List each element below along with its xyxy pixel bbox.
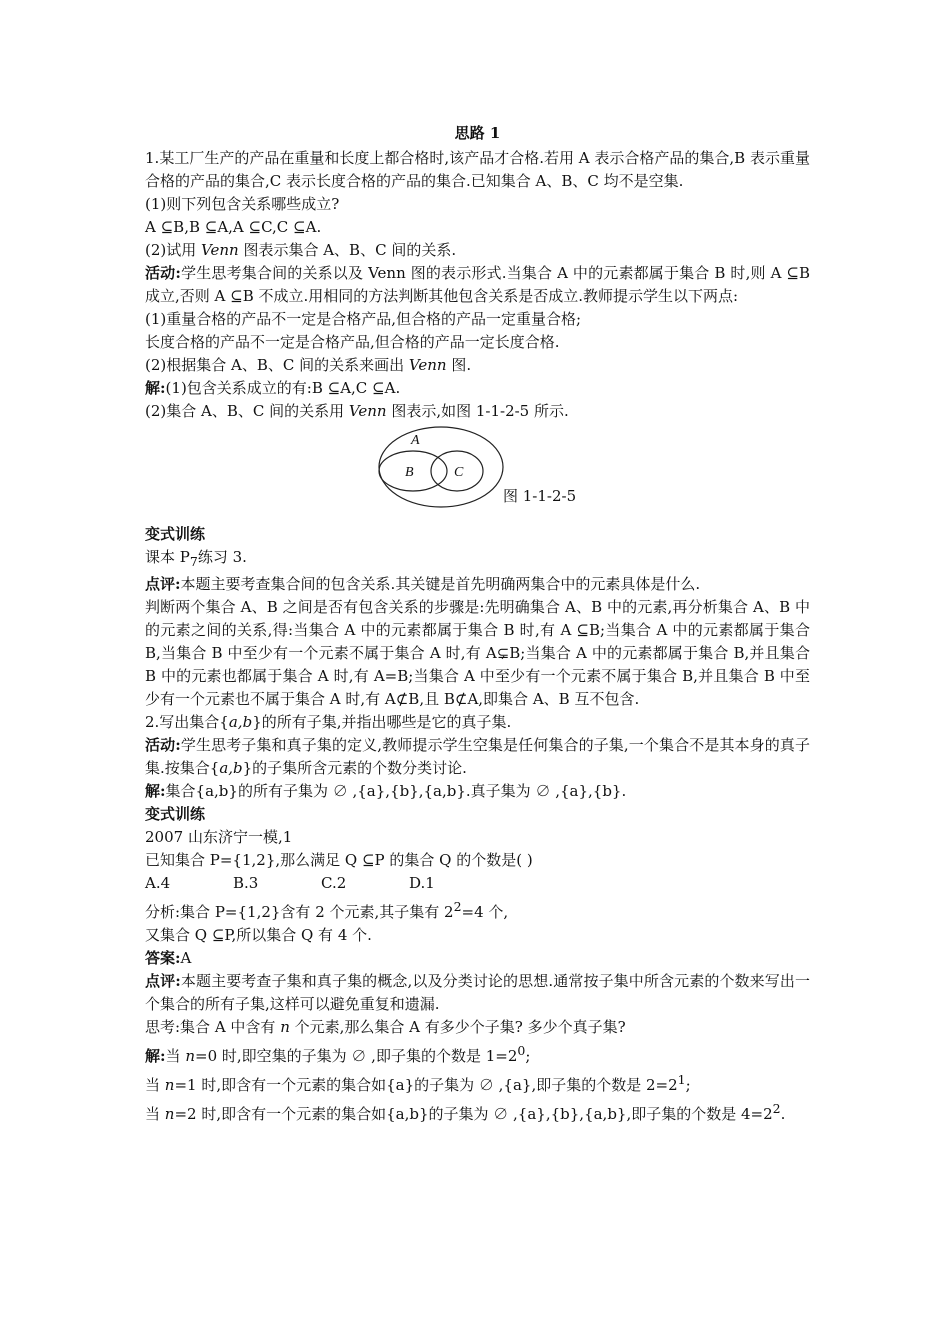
sol1-pre: 当 bbox=[145, 1076, 165, 1094]
q1-relations: A ⊆B,B ⊆A,A ⊆C,C ⊆A. bbox=[145, 218, 322, 236]
analysis1-pre: 分析:集合 P={1,2}含有 2 个元素,其子集有 2 bbox=[145, 903, 454, 921]
source-subscript: 7 bbox=[189, 554, 198, 569]
option-a: A.4 bbox=[145, 874, 171, 892]
set-a-ellipse bbox=[379, 427, 503, 507]
q1-part2-pre: (2)试用 bbox=[145, 241, 202, 259]
q1-solution1 bbox=[145, 377, 810, 400]
comment-label: 点评: bbox=[145, 972, 181, 990]
q1-part2-post: 图表示集合 A、B、C 间的关系. bbox=[238, 241, 457, 259]
answer-options bbox=[145, 872, 810, 895]
q2-activity-pre: 学生思考子集和真子集的定义,教师提示学生空集是任何集合的子集,一个集合不是其本身的真子集.按集合{ bbox=[145, 736, 810, 777]
document-page bbox=[145, 122, 810, 1126]
analysis1-sup: 2 bbox=[453, 899, 462, 914]
q1-hint2 bbox=[145, 354, 810, 377]
solution1-text: (1)包含关系成立的有:B ⊆A,C ⊆A. bbox=[165, 379, 401, 397]
q1-part2 bbox=[145, 239, 810, 262]
answer-label: 答案: bbox=[145, 949, 181, 967]
sol2-sup: 2 bbox=[772, 1101, 781, 1116]
hint2-post: 图. bbox=[446, 356, 472, 374]
q1-stem: 1.某工厂生产的产品在重量和长度上都合格时,该产品才合格.若用 A 表示合格产品的集合,B 表示重量合格的产品的集合,C 表示长度合格的产品的集合.已知集合 A、B、C 均不是空集. bbox=[145, 149, 810, 190]
variant1-comment bbox=[145, 573, 810, 596]
option-c: C.2 bbox=[321, 874, 347, 892]
solution2-pre: (2)集合 A、B、C 间的关系用 bbox=[145, 402, 349, 420]
variant2-comment bbox=[145, 970, 810, 1016]
sol1-end: ; bbox=[685, 1076, 691, 1094]
answer-value: A bbox=[180, 949, 192, 967]
solution2-post: 图表示,如图 1-1-2-5 所示. bbox=[386, 402, 569, 420]
sol0-pre: 当 bbox=[165, 1047, 186, 1065]
sol1-sup: 1 bbox=[677, 1072, 686, 1087]
q2-stem-post: }的所有子集,并指出哪些是它的真子集. bbox=[252, 713, 512, 731]
analysis1-post: =4 个, bbox=[461, 903, 509, 921]
solution-label: 解: bbox=[145, 1047, 166, 1065]
venn-diagram bbox=[377, 425, 507, 511]
q2-solution-text: 集合{a,b}的所有子集为 ∅ ,{a},{b},{a,b}.真子集为 ∅ ,{a},{b}. bbox=[165, 782, 627, 800]
q2-stem bbox=[145, 711, 810, 734]
sol-n1 bbox=[145, 1068, 810, 1097]
variant2-heading: 变式训练 bbox=[145, 805, 206, 823]
sol2-end: . bbox=[780, 1105, 786, 1123]
think-post: 个元素,那么集合 A 有多少个子集? 多少个真子集? bbox=[289, 1018, 626, 1036]
sol1-mid: =1 时,即含有一个元素的集合如{a}的子集为 ∅ ,{a},即子集的个数是 2=2 bbox=[174, 1076, 678, 1094]
q2-activity-var: a,b bbox=[219, 759, 243, 777]
solution-label: 解: bbox=[145, 782, 166, 800]
q1-activity bbox=[145, 262, 810, 308]
solution-label: 解: bbox=[145, 379, 166, 397]
venn-figure bbox=[145, 425, 810, 513]
page-title: 思路 1 bbox=[454, 124, 501, 142]
activity-label: 活动: bbox=[145, 264, 181, 282]
variant2-question: 已知集合 P={1,2},那么满足 Q ⊆P 的集合 Q 的个数是( ) bbox=[145, 851, 533, 869]
think-pre: 思考:集合 A 中含有 bbox=[145, 1018, 281, 1036]
activity-text: 学生思考集合间的关系以及 Venn 图的表示形式.当集合 A 中的元素都属于集合 B 时,则 A ⊆B 成立,否则 A ⊆B 不成立.用相同的方法判断其他包含关系是否成立.教师提示学生以下两点: bbox=[145, 264, 810, 305]
n-var: n bbox=[164, 1076, 175, 1094]
hint2-pre: (2)根据集合 A、B、C 间的关系来画出 bbox=[145, 356, 409, 374]
sol-n0 bbox=[145, 1039, 810, 1068]
variant2-source: 2007 山东济宁一模,1 bbox=[145, 828, 293, 846]
venn-word: Venn bbox=[408, 356, 447, 374]
sol0-mid: =0 时,即空集的子集为 ∅ ,即子集的个数是 1=2 bbox=[195, 1047, 518, 1065]
variant1-method: 判断两个集合 A、B 之间是否有包含关系的步骤是:先明确集合 A、B 中的元素,再分析集合 A、B 中的元素之间的关系,得:当集合 A 中的元素都属于集合 B 时,有 A ⊆B;当集合 A 中的元素都属于集合 B,当集合 B 中至少有一个元素不属于集合 A 时,有 A⊊B;当集合 A 中的元素都属于集合 B,并且集合 B 中的元素也都属于集合 A 时,有 A=B;当集合 A 中至少有一个元素不属于集合 B,并且集合 B 中至少有一个元素也不属于集合 A 时,有 A⊄B,且 B⊄A,即集合 A、B 互不包含. bbox=[145, 598, 810, 708]
set-c-label: C bbox=[454, 465, 464, 480]
think-question bbox=[145, 1016, 810, 1039]
q1-solution2 bbox=[145, 400, 810, 423]
sol0-end: ; bbox=[525, 1047, 531, 1065]
q2-stem-pre: 2.写出集合{ bbox=[145, 713, 229, 731]
comment-text: 本题主要考查集合间的包含关系.其关键是首先明确两集合中的元素具体是什么. bbox=[180, 575, 701, 593]
variant1-heading: 变式训练 bbox=[145, 525, 206, 543]
source-text: 课本 P bbox=[145, 548, 190, 566]
n-var: n bbox=[164, 1105, 175, 1123]
source-post: 练习 3. bbox=[197, 548, 247, 566]
sol2-pre: 当 bbox=[145, 1105, 165, 1123]
analysis-line1 bbox=[145, 895, 810, 924]
variant1-source bbox=[145, 546, 810, 573]
q2-activity bbox=[145, 734, 810, 780]
venn-word: Venn bbox=[201, 241, 239, 259]
q1-part1: (1)则下列包含关系哪些成立? bbox=[145, 195, 340, 213]
comment-text: 本题主要考查子集和真子集的概念,以及分类讨论的思想.通常按子集中所含元素的个数来写出一个集合的所有子集,这样可以避免重复和遗漏. bbox=[145, 972, 810, 1013]
set-a-label: A bbox=[411, 433, 420, 448]
q2-solution bbox=[145, 780, 810, 803]
option-b: B.3 bbox=[233, 874, 259, 892]
figure-caption: 图 1-1-2-5 bbox=[503, 487, 577, 505]
q2-activity-post: }的子集所含元素的个数分类讨论. bbox=[242, 759, 467, 777]
analysis-line2: 又集合 Q ⊆P,所以集合 Q 有 4 个. bbox=[145, 926, 372, 944]
sol2-mid: =2 时,即含有一个元素的集合如{a,b}的子集为 ∅ ,{a},{b},{a,b},即子集的个数是 4=2 bbox=[174, 1105, 773, 1123]
sol0-sup: 0 bbox=[517, 1043, 526, 1058]
q2-stem-var: a,b bbox=[228, 713, 253, 731]
option-d: D.1 bbox=[409, 874, 435, 892]
think-var: n bbox=[280, 1018, 290, 1036]
activity-label: 活动: bbox=[145, 736, 181, 754]
answer-line bbox=[145, 947, 810, 970]
venn-word: Venn bbox=[348, 402, 387, 420]
set-b-label: B bbox=[405, 465, 414, 480]
q1-hint1: (1)重量合格的产品不一定是合格产品,但合格的产品一定重量合格; bbox=[145, 310, 582, 328]
sol-n2 bbox=[145, 1097, 810, 1126]
q1-hint1b: 长度合格的产品不一定是合格产品,但合格的产品一定长度合格. bbox=[145, 333, 560, 351]
comment-label: 点评: bbox=[145, 575, 181, 593]
n-var: n bbox=[185, 1047, 195, 1065]
